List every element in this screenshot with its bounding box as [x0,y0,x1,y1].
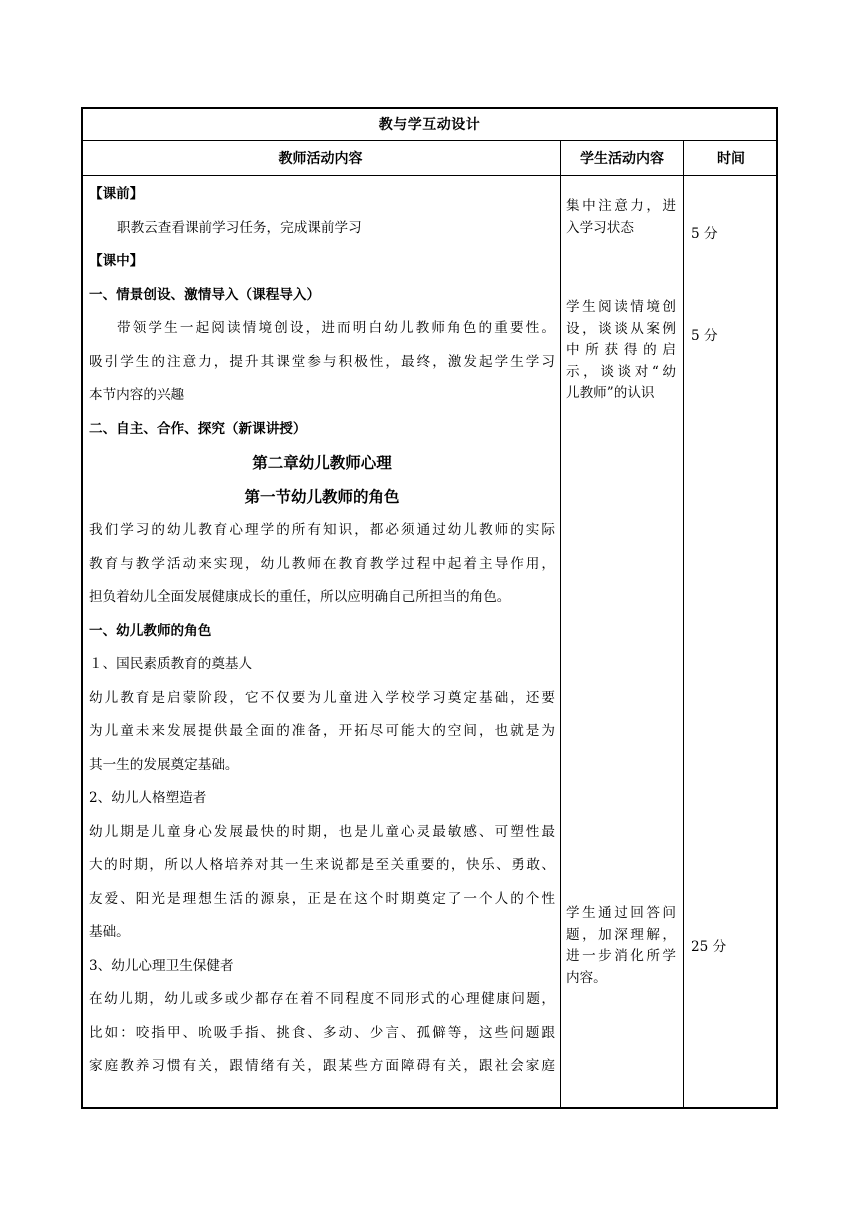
student-line: 进一步消化所学 [566,948,676,964]
student-line: 题，加深理解， [566,926,676,943]
paragraph-line: 本节内容的兴趣 [89,387,185,403]
header-student-activity: 学生活动内容 [580,151,664,167]
student-line: 学生阅读情境创 [566,299,676,315]
student-activity-block-2 [566,297,676,405]
student-activity-block-3 [566,903,676,989]
paragraph-line: 家庭教养习惯有关，跟情绪有关，跟某些方面障碍有关，跟社会家庭 [89,1058,555,1074]
paragraph-line: 我们学习的幼儿教育心理学的所有知识，都必须通过幼儿教师的实际 [89,522,555,538]
student-line: 学生通过回答问 [566,905,676,921]
role-title: 2、幼儿人格塑造者 [89,790,207,806]
teacher-activity-content [89,178,555,1084]
role-title: １、国民素质教育的奠基人 [89,656,253,672]
section-lecture-heading: 二、自主、合作、探究（新课讲授） [89,420,307,437]
student-line: 集中注意力，进 [566,198,676,214]
section-title: 第一节幼儿教师的角色 [244,487,400,506]
student-line: 示，谈谈对“幼 [566,363,676,380]
pre-class-text: 职教云查看课前学习任务，完成课前学习 [117,219,362,236]
student-line: 中所获得的启 [566,342,676,358]
student-activity-block-1 [566,196,676,239]
roles-heading: 一、幼儿教师的角色 [89,622,212,639]
paragraph-line: 教育与教学活动来实现，幼儿教师在教育教学过程中起着主导作用， [89,555,555,572]
paragraph-line: 基础。 [89,924,130,940]
chapter-title: 第二章幼儿教师心理 [252,453,392,472]
pre-class-heading: 【课前】 [89,186,144,202]
student-line: 设，谈谈从案例 [566,320,676,337]
table-title: 教与学互动设计 [378,117,481,133]
paragraph-line: 比如：咬指甲、吮吸手指、挑食、多动、少言、孤僻等，这些问题跟 [89,1024,555,1041]
time-value: 5 分 [691,328,718,344]
time-value: 25 分 [691,939,727,955]
column-divider-student [560,140,561,1107]
paragraph-line: 其一生的发展奠定基础。 [89,756,239,773]
student-line: 内容。 [566,969,607,986]
section-intro-heading: 一、情景创设、激情导入（课程导入） [89,286,321,303]
time-value: 5 分 [691,226,718,242]
paragraph-line: 担负着幼儿全面发展健康成长的重任，所以应明确自己所担当的角色。 [89,589,511,605]
paragraph-line: 友爱、阳光是理想生活的源泉，正是在这个时期奠定了一个人的个性 [89,890,555,907]
paragraph-line: 带领学生一起阅读情境创设，进而明白幼儿教师角色的重要性。 [117,320,555,336]
paragraph-line: 幼儿教育是启蒙阶段，它不仅要为儿童进入学校学习奠定基础，还要 [89,689,555,706]
header-teacher-activity: 教师活动内容 [278,151,363,167]
student-line: 入学习状态 [566,219,634,236]
in-class-heading: 【课中】 [89,253,144,269]
paragraph-line: 在幼儿期，幼儿或多或少都存在着不同程度不同形式的心理健康问题， [89,991,555,1007]
role-title: 3、幼儿心理卫生保健者 [89,957,234,974]
paragraph-line: 为儿童未来发展提供最全面的准备，开拓尽可能大的空间，也就是为 [89,723,555,739]
paragraph-line: 吸引学生的注意力，提升其课堂参与积极性，最终，激发起学生学习 [89,353,555,370]
student-line: 儿教师”的认识 [566,385,655,401]
header-time: 时间 [717,151,745,167]
column-divider-time [683,140,684,1107]
header-row-divider [81,175,778,176]
paragraph-line: 幼儿期是儿童身心发展最快的时期，也是儿童心灵最敏感、可塑性最 [89,823,555,840]
paragraph-line: 大的时期，所以人格培养对其一生来说都是至关重要的，快乐、勇敢、 [89,857,555,873]
